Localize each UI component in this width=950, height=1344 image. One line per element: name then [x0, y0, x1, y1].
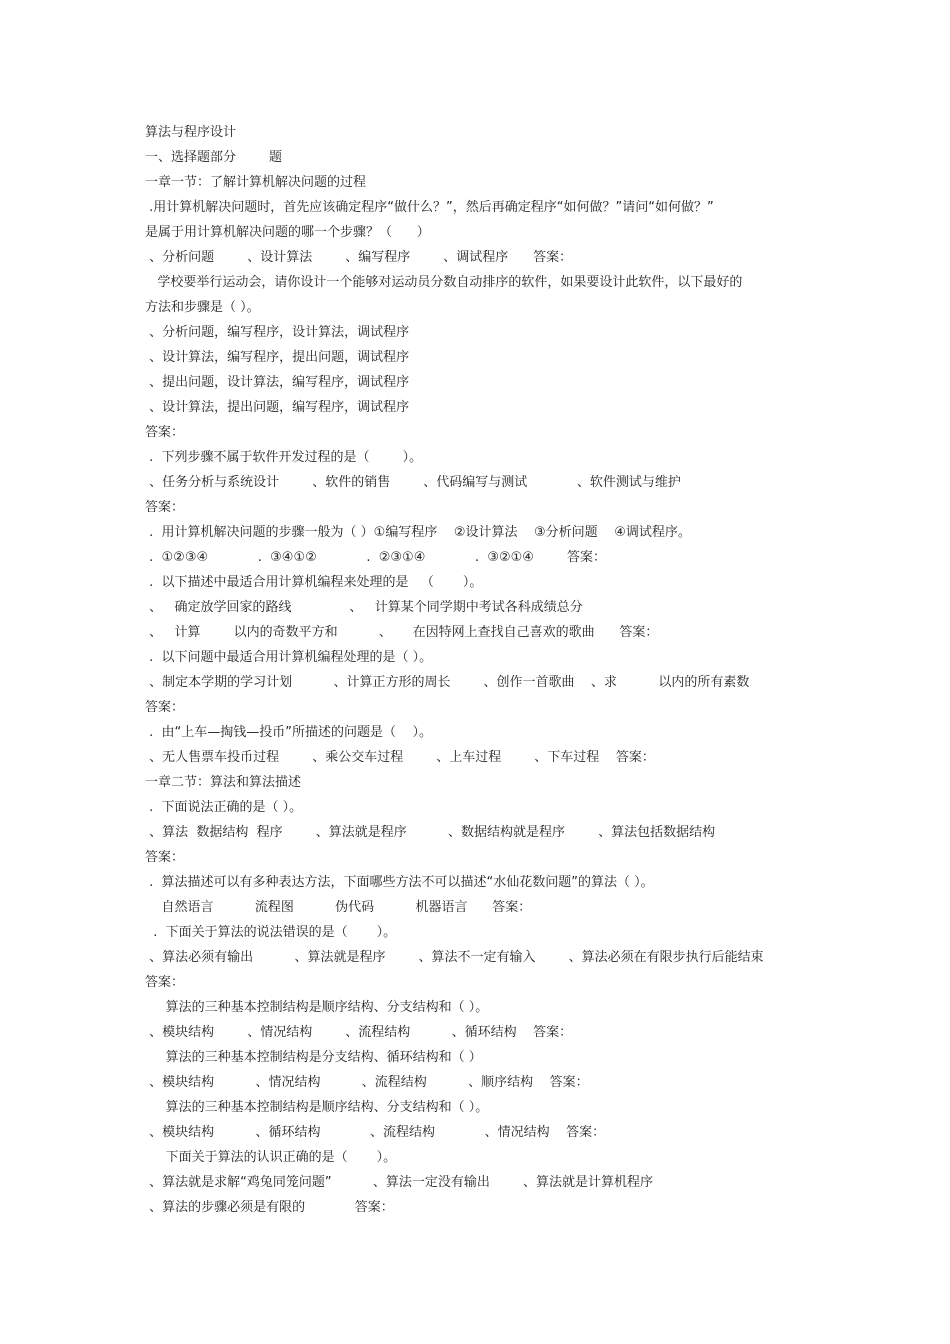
answer-options: 、模块结构 、情况结构 、流程结构 、顺序结构 答案：: [145, 1075, 589, 1090]
answer-options: 、算法的步骤必须是有限的 答案：: [145, 1200, 394, 1215]
chapter-heading: 一章二节：算法和算法描述: [145, 775, 302, 790]
answer-options: 、算法 数据结构 程序 、算法就是程序 、数据结构就是程序 、算法包括数据结构: [145, 825, 716, 840]
answer-option: 、设计算法，提出问题，编写程序，调试程序: [145, 400, 410, 415]
question-text: .用计算机解决问题时，首先应该确定程序“做什么？”，然后再确定程序“如何做？”请问“如何做？”: [145, 200, 714, 215]
answer-options: 、算法必须有输出 、算法就是程序 、算法不一定有输入 、算法必须在有限步执行后能结束: [145, 950, 764, 965]
question-text: 算法的三种基本控制结构是顺序结构、分支结构和（ ）。: [145, 1100, 489, 1115]
answer-label: 答案：: [145, 700, 185, 715]
answer-options: . ①②③④ . ③④①② . ②③①④ . ③②①④ 答案：: [145, 550, 607, 565]
question-text: . 下列步骤不属于软件开发过程的是（ ）。: [145, 450, 423, 465]
answer-label: 答案：: [145, 425, 185, 440]
question-text: . 用计算机解决问题的步骤一般为（ ）①编写程序 ②设计算法 ③分析问题 ④调试程序。: [145, 525, 691, 540]
answer-label: 答案：: [145, 975, 185, 990]
answer-options: 、任务分析与系统设计 、软件的销售 、代码编写与测试 、软件测试与维护: [145, 475, 681, 490]
answer-options: 、 计算 以内的奇数平方和 、 在因特网上查找自己喜欢的歌曲 答案：: [145, 625, 659, 640]
question-text: . 算法描述可以有多种表达方法，下面哪些方法不可以描述“水仙花数问题”的算法（ ）。: [145, 875, 654, 890]
answer-option: 、提出问题，设计算法，编写程序，调试程序: [145, 375, 410, 390]
answer-options: 、分析问题 、设计算法 、编写程序 、调试程序 答案：: [145, 250, 573, 265]
question-text: 下面关于算法的认识正确的是（ ）。: [145, 1150, 397, 1165]
document-body: [145, 120, 825, 1220]
answer-options: 、无人售票车投币过程 、乘公交车过程 、上车过程 、下车过程 答案：: [145, 750, 655, 765]
answer-options: 、算法就是求解“鸡兔同笼问题” 、算法一定没有输出 、算法就是计算机程序: [145, 1175, 653, 1190]
answer-options: 自然语言 流程图 伪代码 机器语言 答案：: [145, 900, 532, 915]
answer-option: 、设计算法，编写程序，提出问题，调试程序: [145, 350, 410, 365]
question-text: 算法的三种基本控制结构是分支结构、循环结构和（ ）: [145, 1050, 482, 1065]
answer-options: 、模块结构 、循环结构 、流程结构 、情况结构 答案：: [145, 1125, 606, 1140]
document-title: 算法与程序设计: [145, 125, 237, 140]
question-text: . 下面说法正确的是（ ）。: [145, 800, 303, 815]
question-text: . 以下描述中最适合用计算机编程来处理的是 （ ）。: [145, 575, 483, 590]
chapter-heading: 一章一节：了解计算机解决问题的过程: [145, 175, 367, 190]
question-text: . 以下问题中最适合用计算机编程处理的是（ ）。: [145, 650, 433, 665]
answer-label: 答案：: [145, 850, 185, 865]
question-text: . 下面关于算法的说法错误的是（ ）。: [145, 925, 397, 940]
question-text: 算法的三种基本控制结构是顺序结构、分支结构和（ ）。: [145, 1000, 489, 1015]
question-text: 是属于用计算机解决问题的哪一个步骤？（ ）: [145, 225, 430, 240]
answer-options: 、 确定放学回家的路线 、 计算某个同学期中考试各科成绩总分: [145, 600, 583, 615]
question-text: 学校要举行运动会，请你设计一个能够对运动员分数自动排序的软件，如果要设计此软件，以下最好的: [145, 275, 743, 290]
question-text: 方法和步骤是（ ）。: [145, 300, 260, 315]
section-heading: 一、选择题部分 题: [145, 150, 283, 165]
answer-options: 、制定本学期的学习计划 、计算正方形的周长 、创作一首歌曲 、求 以内的所有素数: [145, 675, 750, 690]
answer-option: 、分析问题，编写程序，设计算法，调试程序: [145, 325, 410, 340]
question-text: . 由“上车—掏钱—投币”所描述的问题是（ ）。: [145, 725, 433, 740]
answer-label: 答案：: [145, 500, 185, 515]
answer-options: 、模块结构 、情况结构 、流程结构 、循环结构 答案：: [145, 1025, 573, 1040]
